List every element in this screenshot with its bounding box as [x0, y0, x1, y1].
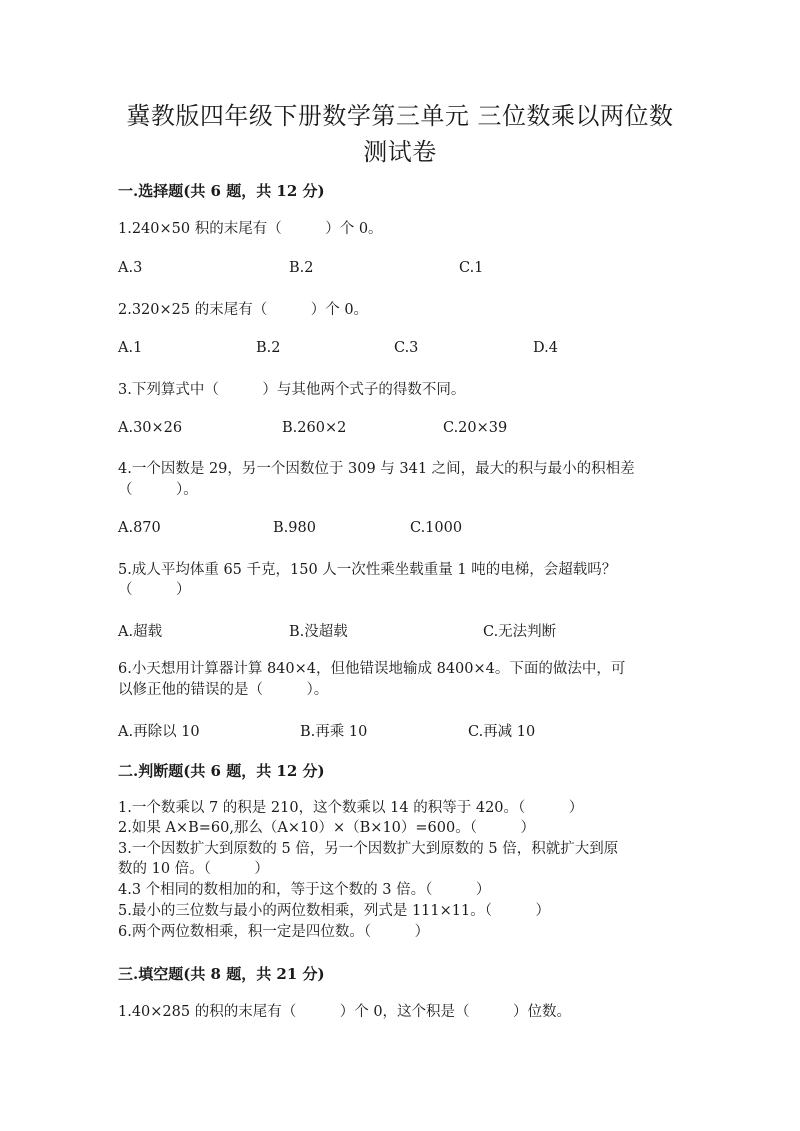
judgement-item: 3.一个因数扩大到原数的 5 倍，另一个因数扩大到原数的 5 倍，积就扩大到原: [118, 841, 619, 857]
section-heading-fill-in: 三.填空题(共 8 题，共 21 分): [118, 965, 325, 983]
option-c: C.3: [394, 340, 419, 356]
question-5-line2: （ ）: [118, 582, 191, 598]
option-b: B.没超载: [289, 624, 348, 640]
option-a: A.再除以 10: [118, 724, 200, 740]
question-4-line2: （ ）。: [118, 482, 198, 498]
option-c: C.无法判断: [483, 624, 557, 640]
judgement-item: 5.最小的三位数与最小的两位数相乘，列式是 111×11。（ ）: [118, 903, 550, 919]
section-heading-judgement: 二.判断题(共 6 题，共 12 分): [118, 762, 325, 780]
judgement-item: 4.3 个相同的数相加的和，等于这个数的 3 倍。（ ）: [118, 882, 491, 898]
option-a: A.超载: [118, 624, 163, 640]
option-b: B.再乘 10: [300, 724, 368, 740]
option-b: B.2: [256, 340, 281, 356]
section-heading-choice: 一.选择题(共 6 题，共 12 分): [118, 182, 325, 200]
option-b: B.980: [273, 520, 316, 536]
question-1: 1.240×50 积的末尾有（ ）个 0。: [118, 221, 383, 237]
option-a: A.3: [118, 260, 143, 276]
option-a: A.30×26: [118, 420, 183, 436]
question-5: 5.成人平均体重 65 千克，150 人一次性乘坐载重量 1 吨的电梯，会超载吗？: [118, 562, 617, 578]
option-d: D.4: [533, 340, 558, 356]
judgement-item: 6.两个两位数相乘，积一定是四位数。（ ）: [118, 924, 430, 940]
fill-question-1: 1.40×285 的积的末尾有（ ）个 0，这个积是（ ）位数。: [118, 1004, 572, 1020]
page-title-line2: 测试卷: [363, 138, 437, 166]
option-b: B.2: [289, 260, 314, 276]
option-c: C.1: [459, 260, 484, 276]
option-c: C.20×39: [443, 420, 508, 436]
option-a: A.870: [118, 520, 161, 536]
option-c: C.1000: [410, 520, 463, 536]
question-6: 6.小天想用计算器计算 840×4，但他错误地输成 8400×4。下面的做法中，可: [118, 661, 626, 677]
option-b: B.260×2: [282, 420, 347, 436]
option-a: A.1: [118, 340, 143, 356]
question-2: 2.320×25 的末尾有（ ）个 0。: [118, 302, 369, 318]
question-4: 4.一个因数是 29，另一个因数位于 309 与 341 之间，最大的积与最小的积相差: [118, 461, 635, 477]
question-3: 3.下列算式中（ ）与其他两个式子的得数不同。: [118, 382, 466, 398]
page-title: 冀教版四年级下册数学第三单元 三位数乘以两位数: [126, 102, 674, 130]
option-c: C.再减 10: [468, 724, 536, 740]
judgement-item: 2.如果 A×B=60,那么（A×10）×（B×10）=600。（ ）: [118, 820, 535, 836]
question-6-line2: 以修正他的错误的是（ ）。: [118, 682, 329, 698]
judgement-item: 1.一个数乘以 7 的积是 210，这个数乘以 14 的积等于 420。（ ）: [118, 800, 584, 816]
judgement-item-continued: 数的 10 倍。（ ）: [118, 861, 269, 877]
